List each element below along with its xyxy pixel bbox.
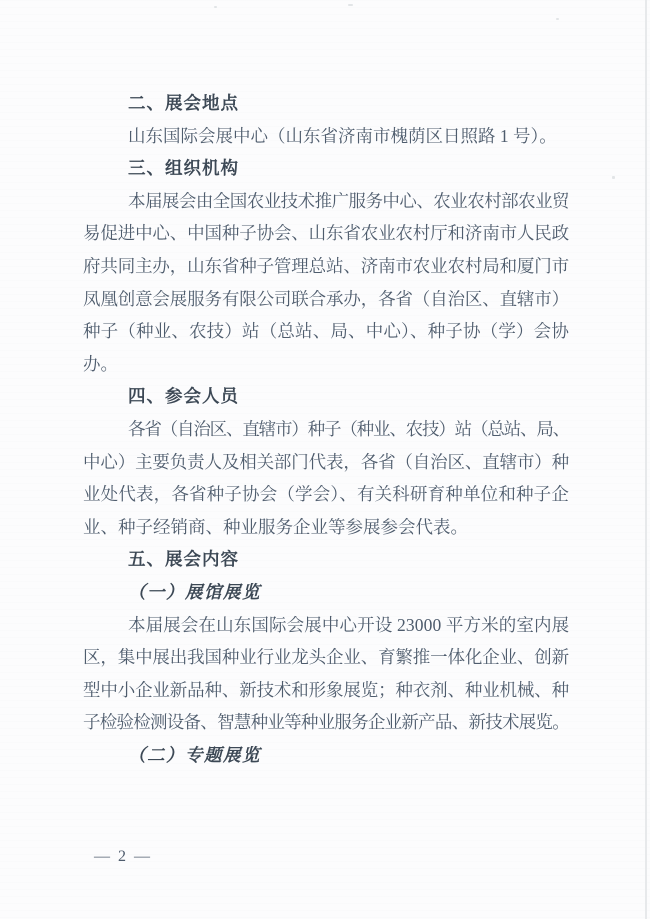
body-line <box>83 348 569 381</box>
scan-speck <box>612 176 615 179</box>
page-number: — 2 — <box>94 848 152 865</box>
line-text: 区，集中展出我国种业行业龙头企业、育繁推一体化企业、创新 <box>83 647 569 668</box>
body-line <box>83 120 569 153</box>
section-heading <box>83 543 569 576</box>
line-text: （二）专题展览 <box>128 744 261 765</box>
sub-heading <box>83 576 569 609</box>
sub-heading <box>83 739 569 772</box>
line-text: 型中小企业新品种、新技术和形象展览；种衣剂、种业机械、种 <box>83 679 569 700</box>
body-line <box>83 478 569 511</box>
line-text: 府共同主办，山东省种子管理总站、济南市农业农村局和厦门市 <box>83 255 569 276</box>
line-text: 中心）主要负责人及相关部门代表，各省（自治区、直辖市）种 <box>83 451 569 472</box>
body-line <box>83 250 569 283</box>
line-text: 三、组织机构 <box>128 158 239 179</box>
text-block <box>83 0 569 771</box>
line-text: 本届展会由全国农业技术推广服务中心、农业农村部农业贸 <box>128 190 569 211</box>
line-text: 子检验检测设备、智慧种业等种业服务企业新产品、新技术展览。 <box>83 712 569 733</box>
body-line <box>83 315 569 348</box>
body-line <box>83 446 569 479</box>
body-line <box>83 674 569 707</box>
body-line <box>83 641 569 674</box>
body-line <box>83 185 569 218</box>
body-line <box>83 511 569 544</box>
line-text: 业处代表，各省种子协会（学会）、有关科研育种单位和种子企 <box>83 484 569 505</box>
body-line <box>83 283 569 316</box>
line-text: 办。 <box>83 353 118 374</box>
line-text: 各省（自治区、直辖市）种子（种业、农技）站（总站、局、 <box>128 418 569 439</box>
line-text: 五、展会内容 <box>128 549 239 570</box>
line-text: 种子（种业、农技）站（总站、局、中心）、种子协（学）会协 <box>83 321 569 342</box>
section-heading <box>83 87 569 120</box>
line-text: 本届展会在山东国际会展中心开设 23000 平方米的室内展 <box>128 614 570 635</box>
body-line <box>83 706 569 739</box>
scan-edge-line <box>645 0 647 919</box>
line-text: 山东国际会展中心（山东省济南市槐荫区日照路 1 号）。 <box>128 125 557 146</box>
body-line <box>83 217 569 250</box>
section-heading <box>83 152 569 185</box>
line-text: 凤凰创意会展服务有限公司联合承办，各省（自治区、直辖市） <box>83 288 569 309</box>
section-heading <box>83 380 569 413</box>
body-line <box>83 609 569 642</box>
line-text: 四、参会人员 <box>128 386 239 407</box>
line-text: （一）展馆展览 <box>128 581 261 602</box>
body-line <box>83 413 569 446</box>
line-text: 业、种子经销商、种业服务企业等参展参会代表。 <box>83 516 468 537</box>
line-text: 二、展会地点 <box>128 93 239 113</box>
line-text: 易促进中心、中国种子协会、山东省农业农村厅和济南市人民政 <box>83 223 569 244</box>
